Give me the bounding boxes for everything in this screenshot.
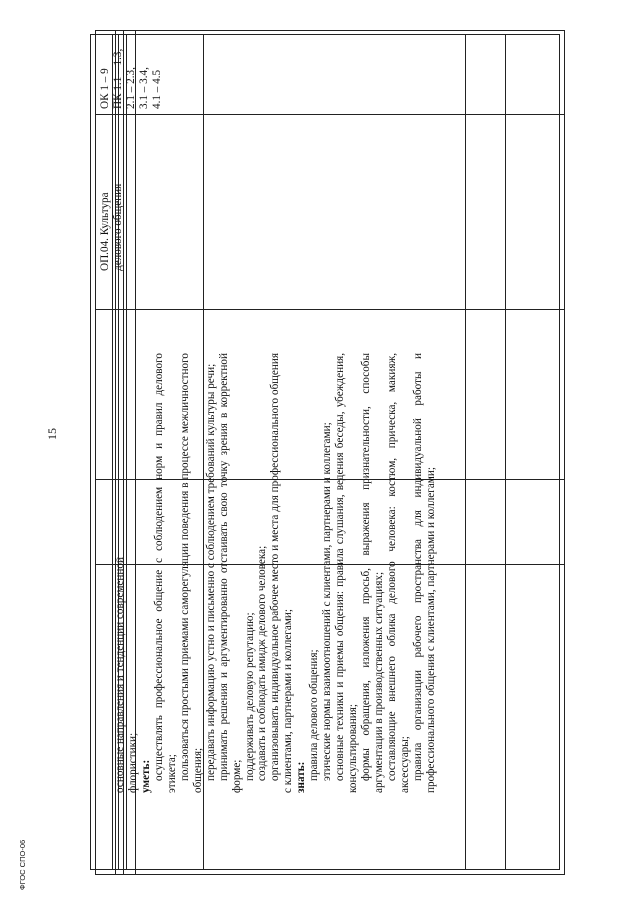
competency-line: 2.1 – 2.3, <box>124 67 137 109</box>
competency-line: ОК 1 – 9 <box>99 68 111 109</box>
umet-item: принимать решения и аргументированно отстаивать свою точку зрения в корректной форме; <box>217 353 243 793</box>
competency-cell <box>99 39 164 109</box>
znat-item: правила делового общения; <box>308 649 321 781</box>
umet-item: поддерживать деловую репутацию; <box>243 612 256 781</box>
umet-item: создавать и соблюдать имидж делового человека; <box>256 545 269 781</box>
umet-item: осуществлять профессиональное общение с соблюдением норм и правил делового этикета; <box>152 353 178 793</box>
discipline-cell <box>99 151 125 271</box>
umet-label: уметь: <box>139 759 152 793</box>
discipline-title: ОП.04. Культура делового общения <box>99 183 124 271</box>
border-bottom <box>95 874 565 875</box>
umet-item: передавать информацию устно и письменно с соблюдением требований культуры речи; <box>204 363 217 781</box>
znat-item: составляющие внешнего облика делового человека: костюм, прическа, макияж, аксессуары; <box>386 353 411 793</box>
znat-label: знать: <box>295 761 308 793</box>
table-top-line <box>90 35 91 870</box>
page-number: 15 <box>45 428 59 440</box>
competency-line: 4.1 – 4.5 <box>150 69 163 109</box>
umet-item: пользоваться простыми приемами саморегуляции поведения в процессе межличностного общения; <box>178 353 204 793</box>
znat-item: правила организации рабочего пространства для индивидуальной работы и профессионального общения с клиентами, партнерами и коллегами; <box>411 353 437 793</box>
document-footer: ФГОС СПО-06 <box>18 839 27 890</box>
header-line-2: флористики; <box>126 732 139 793</box>
znat-item: основные техники и приемы общения: правила слушания, ведения беседы, убеждения, консультирования; <box>334 353 360 793</box>
header-line-1: основные направления и тенденции современной <box>114 557 126 793</box>
border-top <box>95 30 565 31</box>
competency-line: 3.1 – 3.4, <box>137 67 150 109</box>
umet-item: организовывать индивидуальное рабочее место и места для профессионального общения с клиентами, партнерами и коллегами; <box>269 353 295 793</box>
znat-item: формы обращения, изложения просьб, выражения признательности, способы аргументации в производственных ситуациях; <box>360 353 386 793</box>
znat-item: этические нормы взаимоотношений с клиентами, партнерами и коллегами; <box>321 422 334 781</box>
skills-text-block <box>114 353 438 793</box>
competency-line: ПК 1.1 – 1.3, <box>111 48 124 109</box>
